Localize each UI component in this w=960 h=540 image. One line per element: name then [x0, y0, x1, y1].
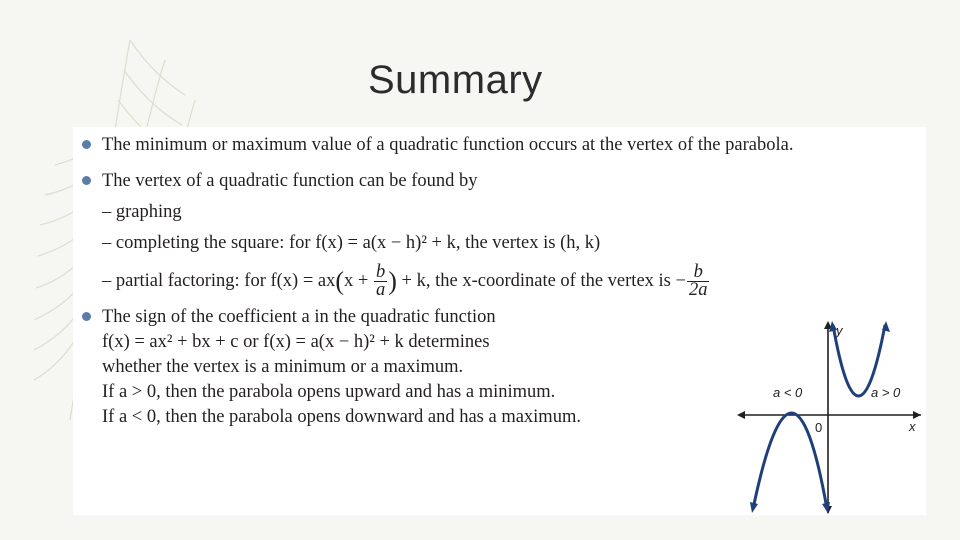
- fraction-numerator: b: [375, 262, 386, 282]
- fraction-denominator: a: [375, 280, 386, 300]
- bullet-sign-line4: If a > 0, then the parabola opens upward and has a minimum.: [102, 382, 556, 402]
- fraction-numerator: b: [687, 264, 710, 282]
- parabola-graph: [733, 317, 923, 515]
- bullet-dot: [82, 312, 91, 321]
- right-paren: ): [388, 266, 397, 296]
- x-axis-arrow-right: [913, 411, 921, 419]
- a-positive-label: a > 0: [871, 385, 901, 400]
- fraction-b-over-a: [374, 264, 387, 299]
- fraction-denominator: 2a: [688, 280, 708, 300]
- x-axis-label: x: [909, 419, 916, 434]
- y-axis-label: y: [836, 323, 843, 338]
- bullet-dot: [82, 176, 91, 185]
- partial-factoring-mid: + k, the x-coordinate of the vertex is −: [401, 270, 686, 291]
- downward-parabola-arrow-left: [750, 502, 758, 513]
- bullet-sign-line1: The sign of the coefficient a in the quadratic function: [102, 307, 496, 327]
- x-axis-arrow-left: [737, 411, 745, 419]
- left-paren: (: [335, 266, 345, 296]
- sub-item-partial-factoring: – partial factoring: for f(x) = ax(x + $\frac{b}{a}$ ) + k, the x-coordinate of the vertex is − $\frac{b}{2a}$: [102, 262, 708, 300]
- bullet-sign-line2: f(x) = ax² + bx + c or f(x) = a(x − h)² + k determines: [102, 332, 490, 352]
- content-panel: [73, 127, 926, 515]
- a-negative-label: a < 0: [773, 385, 803, 400]
- bullet-sign-line5: If a < 0, then the parabola opens downward and has a maximum.: [102, 407, 581, 427]
- sub-item-completing-square: – completing the square: for f(x) = a(x − h)² + k, the vertex is (h, k): [102, 233, 601, 253]
- bullet-vertex-extremum: The minimum or maximum value of a quadratic function occurs at the vertex of the parabola.: [102, 135, 794, 155]
- origin-label: 0: [815, 420, 823, 435]
- slide-title: Summary: [368, 58, 543, 102]
- bullet-vertex-methods: The vertex of a quadratic function can be found by: [102, 171, 478, 191]
- sub-item-graphing: – graphing: [102, 202, 182, 222]
- partial-factoring-text: – partial factoring: for f(x) = ax: [102, 270, 336, 291]
- fraction-b-over-2a: [687, 264, 710, 299]
- bullet-dot: [82, 140, 91, 149]
- bullet-sign-line3: whether the vertex is a minimum or a maximum.: [102, 357, 464, 377]
